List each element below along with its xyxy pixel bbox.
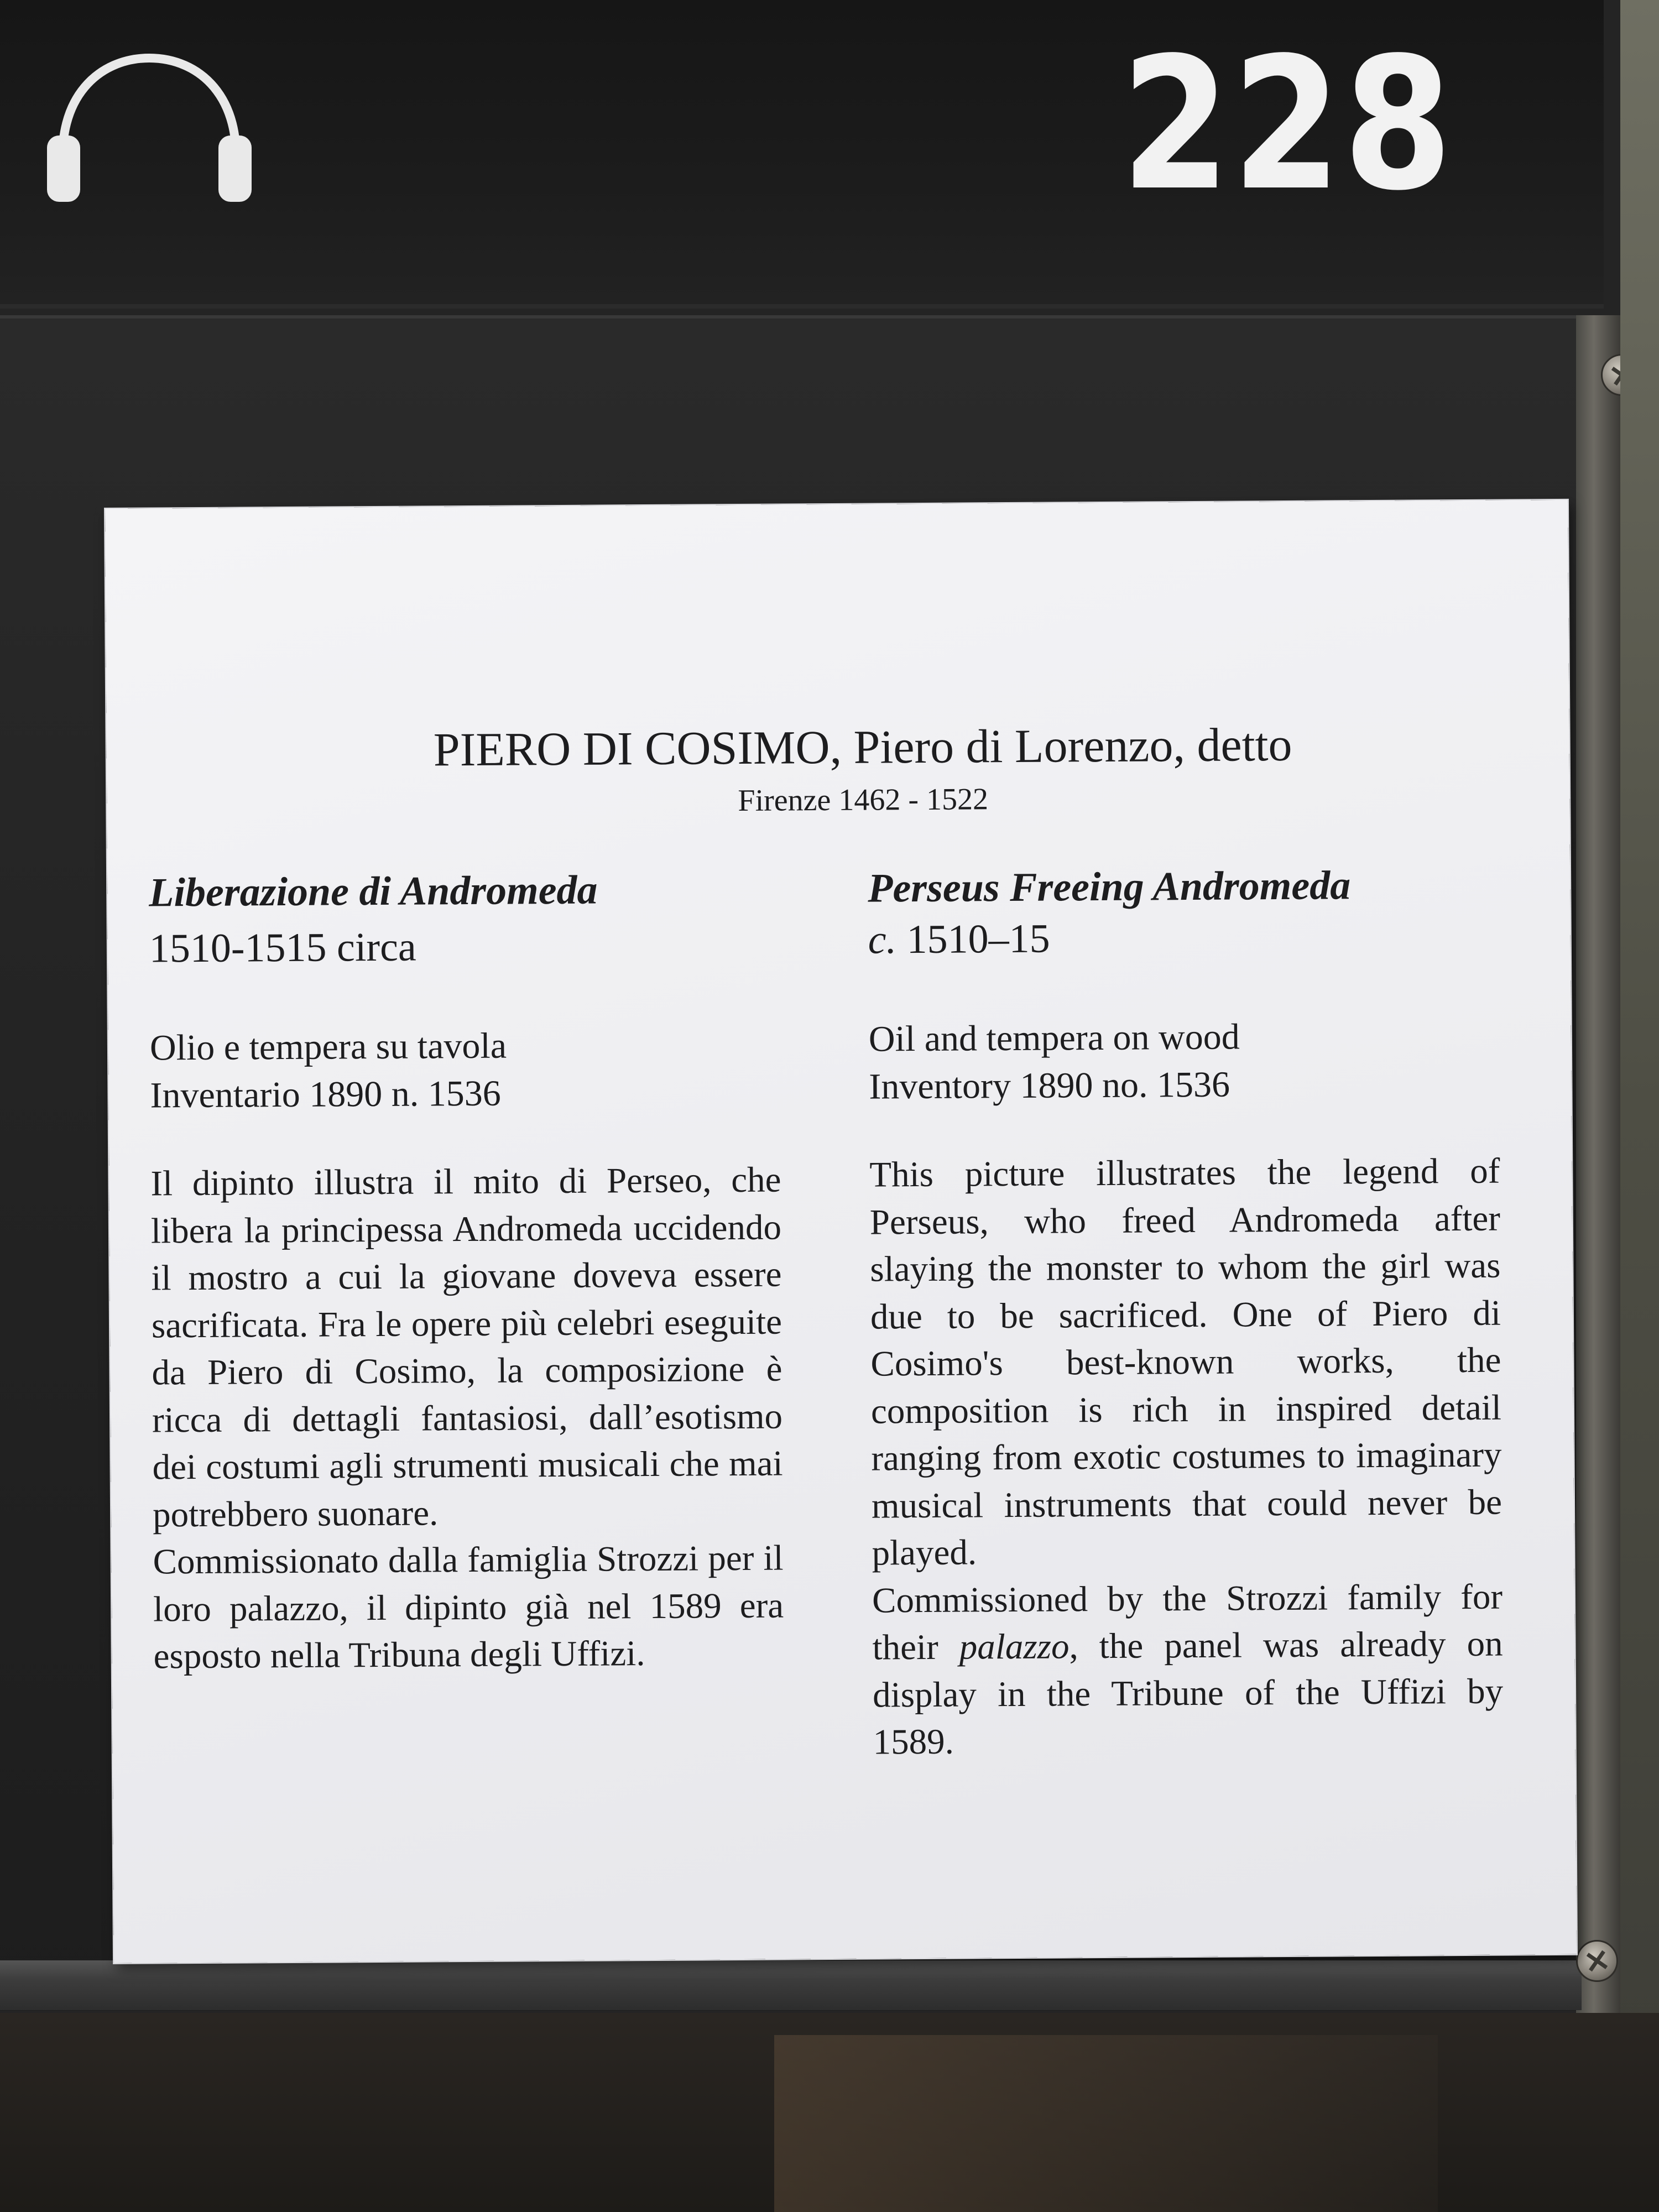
text-run: Commissioned by the Strozzi family for their xyxy=(872,1577,1503,1668)
italic-word: palazzo xyxy=(959,1626,1070,1667)
work-date-english xyxy=(868,914,1499,963)
work-date-italian: 1510-1515 circa xyxy=(149,924,416,972)
work-title-english: Perseus Freeing Andromeda xyxy=(867,863,1351,911)
room-plate xyxy=(0,0,1604,309)
museum-label-sheet xyxy=(105,500,1577,1963)
english-column xyxy=(868,863,1504,1766)
date-range: 1510–15 xyxy=(906,916,1050,963)
inventory-italian: Inventario 1890 n. 1536 xyxy=(150,1073,501,1116)
medium-english: Oil and tempera on wood xyxy=(868,1016,1240,1060)
frame-bottom-bar xyxy=(0,1960,1582,2010)
description-paragraph: Il dipinto illustra il mito di Perseo, che libera la principessa Andromeda uccidendo il mostro a cui la giovane doveva essere sacrificata. Fra le opere più celebri eseguite da Piero di Cosimo, la composizione è ricca di dettagli fantasiosi, dall’esotismo dei costumi agli strumenti musicali che mai potrebbero suonare. xyxy=(150,1160,783,1535)
italian-column xyxy=(149,867,784,1681)
floor-highlight xyxy=(774,2035,1438,2212)
text-run: , the panel was already on display in the Tribune of the Uffizi by 1589. xyxy=(872,1624,1504,1762)
screw-icon xyxy=(1576,1940,1618,1982)
artist-name: PIERO DI COSIMO, Piero di Lorenzo, detto xyxy=(433,717,1292,776)
description-english xyxy=(869,1148,1504,1766)
headphones-icon xyxy=(33,47,265,207)
description-italian xyxy=(150,1157,784,1681)
description-paragraph xyxy=(872,1573,1504,1766)
wall-edge xyxy=(1620,0,1659,2212)
frame-rail xyxy=(1576,315,1620,2013)
description-paragraph: This picture illustrates the legend of Perseus, who freed Andromeda after slaying the monster to whom the girl was due to be sacrificed. One of Piero di Cosimo's best-known works, the composition is rich in inspired detail ranging from exotic costumes to imaginary musical instruments that could never be played. xyxy=(869,1151,1503,1573)
room-number: 228 xyxy=(1121,18,1454,231)
description-paragraph: Commissionato dalla famiglia Strozzi per il loro palazzo, il dipinto già nel 1589 era esposto nella Tribuna degli Uffizi. xyxy=(153,1538,784,1677)
artist-dates: Firenze 1462 - 1522 xyxy=(738,782,989,818)
work-title-italian: Liberazione di Andromeda xyxy=(148,867,598,916)
circa-abbrev: c. xyxy=(868,917,897,963)
medium-italian: Olio e tempera su tavola xyxy=(149,1025,507,1068)
inventory-english: Inventory 1890 no. 1536 xyxy=(869,1064,1230,1107)
